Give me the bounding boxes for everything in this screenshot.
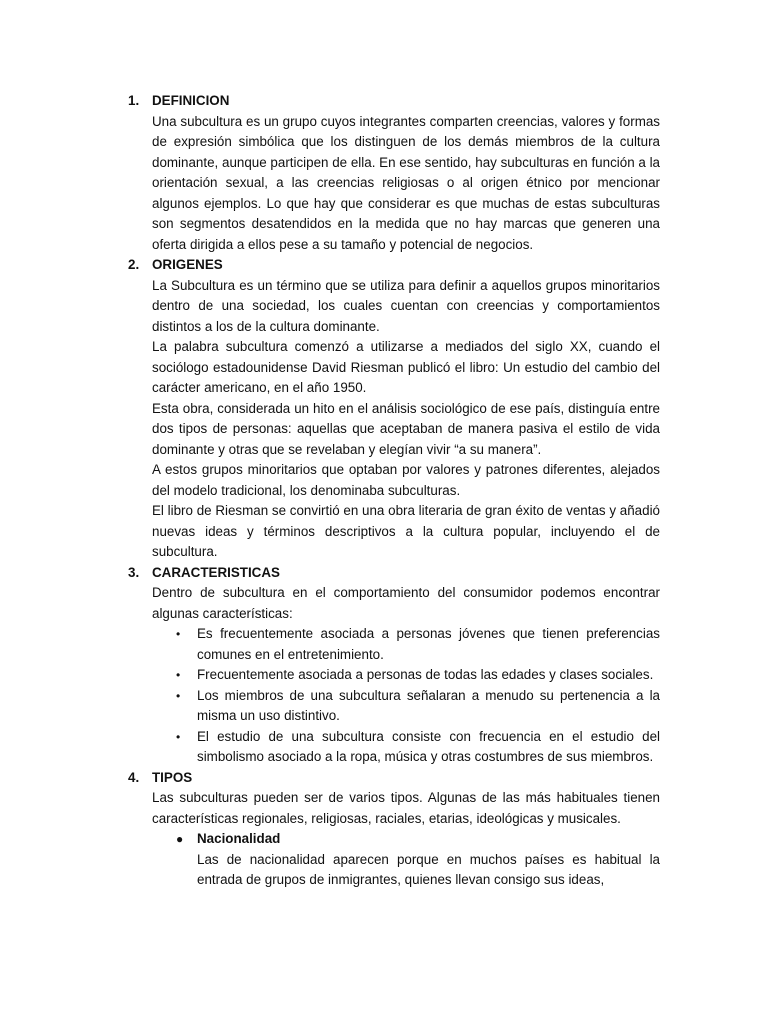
paragraph: Una subcultura es un grupo cuyos integrantes comparten creencias, valores y formas de expresión simbólica que los distinguen de los demás miembros de la cultura dominante, aunque participen de ella. En ese sentido, hay subculturas en función a la orientación sexual, a las creencias religiosas o al origen étnico por mencionar algunos ejemplos. Lo que hay que considerar es que muchas de estas subculturas son segmentos desatendidos en la medida que no hay marcas que generen una oferta dirigida a ellos pese a su tamaño y potencial de negocios. — [152, 113, 660, 252]
bullet-icon: ● — [176, 832, 184, 846]
document-body — [0, 91, 768, 891]
section-number: 4. — [128, 769, 140, 785]
section-heading: DEFINICION — [152, 93, 230, 108]
section-caracteristicas — [0, 563, 768, 768]
list-item — [176, 686, 660, 727]
paragraph: La palabra subcultura comenzó a utilizarse a mediados del siglo XX, cuando el sociólogo estadounidense David Riesman publicó el libro: Un estudio del cambio del carácter americano, en el año 1950. — [152, 339, 660, 395]
paragraph: El libro de Riesman se convirtió en una obra literaria de gran éxito de ventas y añadió nuevas ideas y términos descriptivos a la cultura popular, incluyendo el de subcultura. — [152, 503, 660, 559]
paragraph: A estos grupos minoritarios que optaban por valores y patrones diferentes, alejados del modelo tradicional, los denominaba subculturas. — [152, 462, 660, 498]
bullet-icon: • — [176, 729, 181, 744]
bullet-icon: • — [176, 668, 181, 682]
section-heading: CARACTERISTICAS — [152, 564, 280, 580]
section-heading: ORIGENES — [152, 257, 223, 272]
list-item — [176, 727, 660, 768]
section-heading: TIPOS — [152, 769, 193, 785]
list-item-text: Los miembros de una subcultura señalaran a menudo su pertenencia a la misma un uso distintivo. — [197, 687, 660, 723]
subsection-heading — [176, 829, 660, 850]
list-item — [176, 665, 660, 686]
bullet-icon: • — [176, 627, 181, 641]
paragraph: La Subcultura es un término que se utiliza para definir a aquellos grupos minoritarios dentro de una sociedad, los cuales cuentan con creencias y comportamientos distintos a los de la cultura dominante. — [152, 277, 660, 334]
bullet-icon: • — [176, 688, 181, 703]
section-number: 2. — [128, 257, 140, 272]
paragraph: Dentro de subcultura en el comportamiento del consumidor podemos encontrar algunas características: — [152, 585, 660, 621]
section-tipos — [0, 768, 768, 891]
bullet-list — [0, 624, 768, 768]
paragraph: Esta obra, considerada un hito en el análisis sociológico de ese país, distinguía entre dos tipos de personas: aquellas que aceptaban de manera pasiva el estilo de vida dominante y otras que se revelaban y elegían vivir “a su manera”. — [152, 400, 660, 457]
paragraph: Las de nacionalidad aparecen porque en muchos países es habitual la entrada de grupos de inmigrantes, quienes llevan consigo sus ideas, — [197, 851, 660, 887]
section-number: 3. — [128, 564, 140, 580]
section-origenes — [0, 255, 768, 563]
subsection-title: Nacionalidad — [197, 831, 281, 846]
paragraph: Las subculturas pueden ser de varios tipos. Algunas de las más habituales tienen características regionales, religiosas, raciales, etarias, ideológicas y musicales. — [152, 790, 660, 826]
list-item-text: Es frecuentemente asociada a personas jóvenes que tienen preferencias comunes en el entretenimiento. — [197, 626, 660, 662]
list-item — [176, 624, 660, 665]
section-definicion — [0, 91, 768, 255]
list-item-text: El estudio de una subcultura consiste con frecuencia en el estudio del simbolismo asociado a la ropa, música y otras costumbres de sus miembros. — [197, 728, 660, 764]
list-item-text: Frecuentemente asociada a personas de todas las edades y clases sociales. — [197, 667, 654, 682]
section-number: 1. — [128, 93, 140, 108]
